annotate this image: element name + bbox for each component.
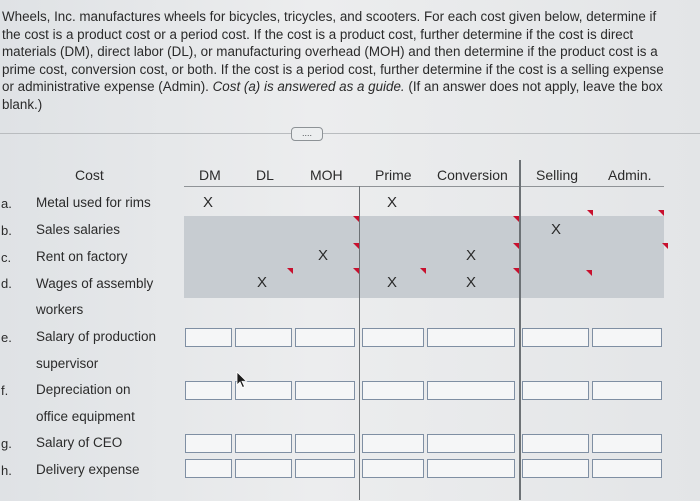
cost-label-h: Delivery expense xyxy=(36,462,140,477)
answer-box-f-moh[interactable] xyxy=(295,381,355,400)
answer-box-e-conversion[interactable] xyxy=(427,328,515,347)
mark-d-conversion[interactable]: X xyxy=(466,274,477,291)
mouse-pointer-icon xyxy=(236,371,248,389)
header-rule xyxy=(184,186,664,187)
mark-d-dl[interactable]: X xyxy=(257,274,268,291)
mark-c-moh[interactable]: X xyxy=(318,247,329,264)
question-instructions xyxy=(2,8,677,114)
error-flag xyxy=(287,268,293,274)
answer-box-e-selling[interactable] xyxy=(522,328,589,347)
answer-box-h-admin[interactable] xyxy=(592,459,662,478)
row-letter-g: g. xyxy=(1,436,12,451)
header-moh: MOH xyxy=(310,167,343,183)
answered-rows-shading xyxy=(184,216,664,298)
answer-box-f-dm[interactable] xyxy=(185,381,232,400)
answer-box-f-prime[interactable] xyxy=(362,381,424,400)
error-flag xyxy=(420,268,426,274)
error-flag xyxy=(353,243,359,249)
answer-box-g-dm[interactable] xyxy=(185,434,232,453)
mark-c-conversion[interactable]: X xyxy=(466,247,477,264)
header-selling: Selling xyxy=(536,167,579,183)
header-dm: DM xyxy=(199,167,221,183)
mark-a-dm: X xyxy=(203,194,214,211)
answer-box-f-admin[interactable] xyxy=(592,381,662,400)
cost-label-f: Depreciation on xyxy=(36,382,131,397)
header-conversion: Conversion xyxy=(437,167,508,183)
mark-a-prime: X xyxy=(387,194,398,211)
cost-label-d: Wages of assembly xyxy=(36,276,154,291)
answer-box-f-selling[interactable] xyxy=(522,381,589,400)
row-letter-f: f. xyxy=(1,383,9,398)
instructions-text: Wheels, Inc. manufactures wheels for bicycles, tricycles, and scooters. For each cost given below, determine if the cost is a product cost or a period cost. If the cost is a product cost, further determine if the cost is direct materials (DM), direct labor (DL), or manufacturing overhead (MOH) and then determine if the product cost is a prime cost, conversion cost, or both. If the cost is a period cost, further determine if the cost is a selling expense or administrative expense (Admin). xyxy=(2,9,664,95)
error-flag xyxy=(513,216,519,222)
answer-box-h-dm[interactable] xyxy=(185,459,232,478)
answer-box-g-dl[interactable] xyxy=(235,434,292,453)
row-letter-b: b. xyxy=(1,223,12,238)
product-period-separator xyxy=(359,186,360,500)
row-letter-c: c. xyxy=(1,250,12,265)
answer-box-g-selling[interactable] xyxy=(522,434,589,453)
header-dl: DL xyxy=(256,167,274,183)
answer-box-g-conversion[interactable] xyxy=(427,434,515,453)
error-flag xyxy=(587,210,593,216)
row-letter-e: e. xyxy=(1,330,12,345)
error-flag xyxy=(658,210,664,216)
mark-d-prime[interactable]: X xyxy=(387,274,398,291)
answer-box-h-selling[interactable] xyxy=(522,459,589,478)
row-letter-d: d. xyxy=(1,276,12,291)
answer-box-f-conversion[interactable] xyxy=(427,381,515,400)
cost-label-d-cont: workers xyxy=(36,302,84,317)
section-divider xyxy=(0,133,700,134)
answer-box-g-moh[interactable] xyxy=(295,434,355,453)
answer-box-e-dl[interactable] xyxy=(235,328,292,347)
header-prime: Prime xyxy=(375,167,412,183)
cost-label-f-cont: office equipment xyxy=(36,409,135,424)
answer-box-e-dm[interactable] xyxy=(185,328,232,347)
cost-label-a: Metal used for rims xyxy=(36,195,151,210)
error-flag xyxy=(586,270,592,276)
answer-box-h-moh[interactable] xyxy=(295,459,355,478)
row-letter-h: h. xyxy=(1,463,12,478)
error-flag xyxy=(513,243,519,249)
error-flag xyxy=(353,268,359,274)
cost-label-b: Sales salaries xyxy=(36,222,121,237)
row-letter-a: a. xyxy=(1,196,12,211)
expand-more-button[interactable]: .... xyxy=(291,127,323,141)
answer-box-e-admin[interactable] xyxy=(592,328,662,347)
cost-label-e-cont: supervisor xyxy=(36,356,99,371)
answer-box-h-dl[interactable] xyxy=(235,459,292,478)
answer-box-h-conversion[interactable] xyxy=(427,459,515,478)
instructions-tail-text: (If an answer does not apply, leave the box blank.) xyxy=(2,79,663,112)
header-cost: Cost xyxy=(75,167,104,183)
header-admin: Admin. xyxy=(608,167,652,183)
cost-label-g: Salary of CEO xyxy=(36,435,123,450)
error-flag xyxy=(513,268,519,274)
answer-box-g-admin[interactable] xyxy=(592,434,662,453)
cost-label-e: Salary of production xyxy=(36,329,157,344)
answer-box-h-prime[interactable] xyxy=(362,459,424,478)
prime-period-separator xyxy=(519,160,521,500)
error-flag xyxy=(662,243,668,249)
answer-box-g-prime[interactable] xyxy=(362,434,424,453)
cost-label-c: Rent on factory xyxy=(36,249,128,264)
error-flag xyxy=(353,216,359,222)
answer-box-e-moh[interactable] xyxy=(295,328,355,347)
answer-box-e-prime[interactable] xyxy=(362,328,424,347)
mark-b-selling[interactable]: X xyxy=(551,221,562,238)
instructions-guide-text: Cost (a) is answered as a guide. xyxy=(212,79,405,95)
